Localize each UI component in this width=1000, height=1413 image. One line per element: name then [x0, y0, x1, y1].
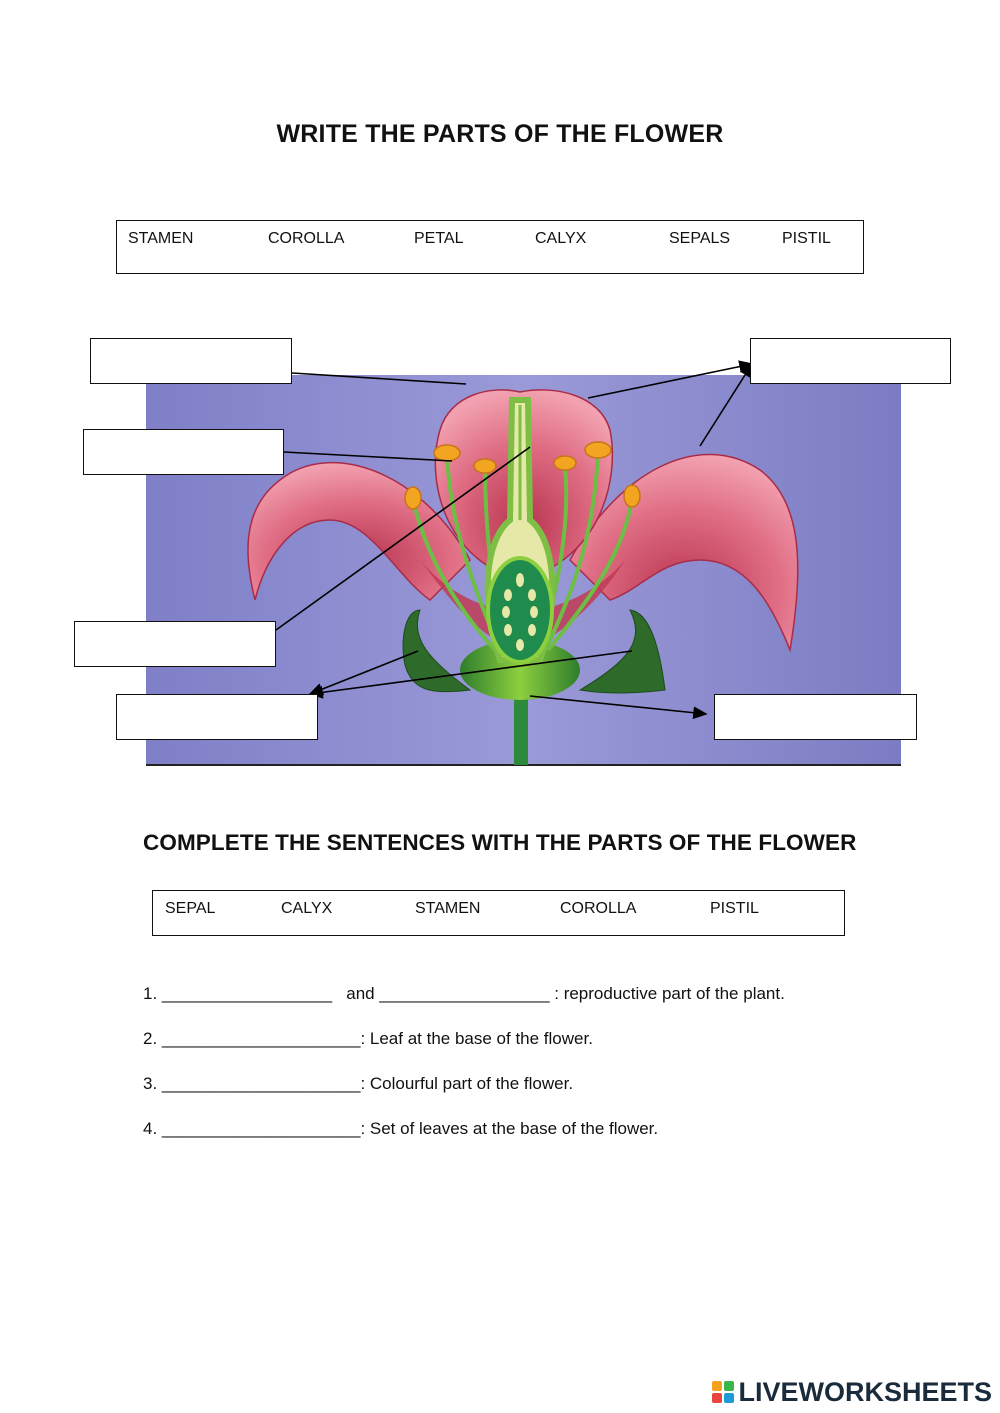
- word-bank-2: [152, 890, 845, 936]
- word-bank-item: SEPAL: [165, 900, 216, 917]
- word-bank-item: PETAL: [414, 230, 464, 247]
- word-bank-item: PISTIL: [710, 900, 759, 917]
- word-bank-item: COROLLA: [268, 230, 345, 247]
- answer-box-calyx[interactable]: [714, 694, 917, 740]
- word-bank-item: CALYX: [281, 900, 333, 917]
- answer-box-stamen[interactable]: [83, 429, 284, 475]
- word-bank-item: COROLLA: [560, 900, 637, 917]
- word-bank-item: STAMEN: [128, 230, 194, 247]
- sentence-4[interactable]: 4. _____________________: Set of leaves at the base of the flower.: [143, 1119, 659, 1138]
- worksheet-title: WRITE THE PARTS OF THE FLOWER: [276, 120, 724, 148]
- word-bank-item: CALYX: [535, 230, 587, 247]
- word-bank-item: SEPALS: [669, 230, 731, 247]
- answer-box-pistil[interactable]: [74, 621, 276, 667]
- answer-box-corolla[interactable]: [750, 338, 951, 384]
- word-bank-item: PISTIL: [782, 230, 831, 247]
- sentence-1[interactable]: 1. __________________ and __________________ : reproductive part of the plant.: [143, 984, 785, 1003]
- answer-box-petal[interactable]: [90, 338, 292, 384]
- liveworksheets-logo: [712, 1377, 992, 1407]
- sentence-3[interactable]: 3. _____________________: Colourful part of the flower.: [143, 1074, 574, 1093]
- logo-mark-icon: [712, 1381, 734, 1403]
- sentence-2[interactable]: 2. _____________________: Leaf at the base of the flower.: [143, 1029, 593, 1048]
- answer-box-sepals[interactable]: [116, 694, 318, 740]
- word-bank-item: STAMEN: [415, 900, 481, 917]
- section2-title: COMPLETE THE SENTENCES WITH THE PARTS OF THE FLOWER: [143, 830, 857, 855]
- logo-text: LIVEWORKSHEETS: [738, 1376, 992, 1407]
